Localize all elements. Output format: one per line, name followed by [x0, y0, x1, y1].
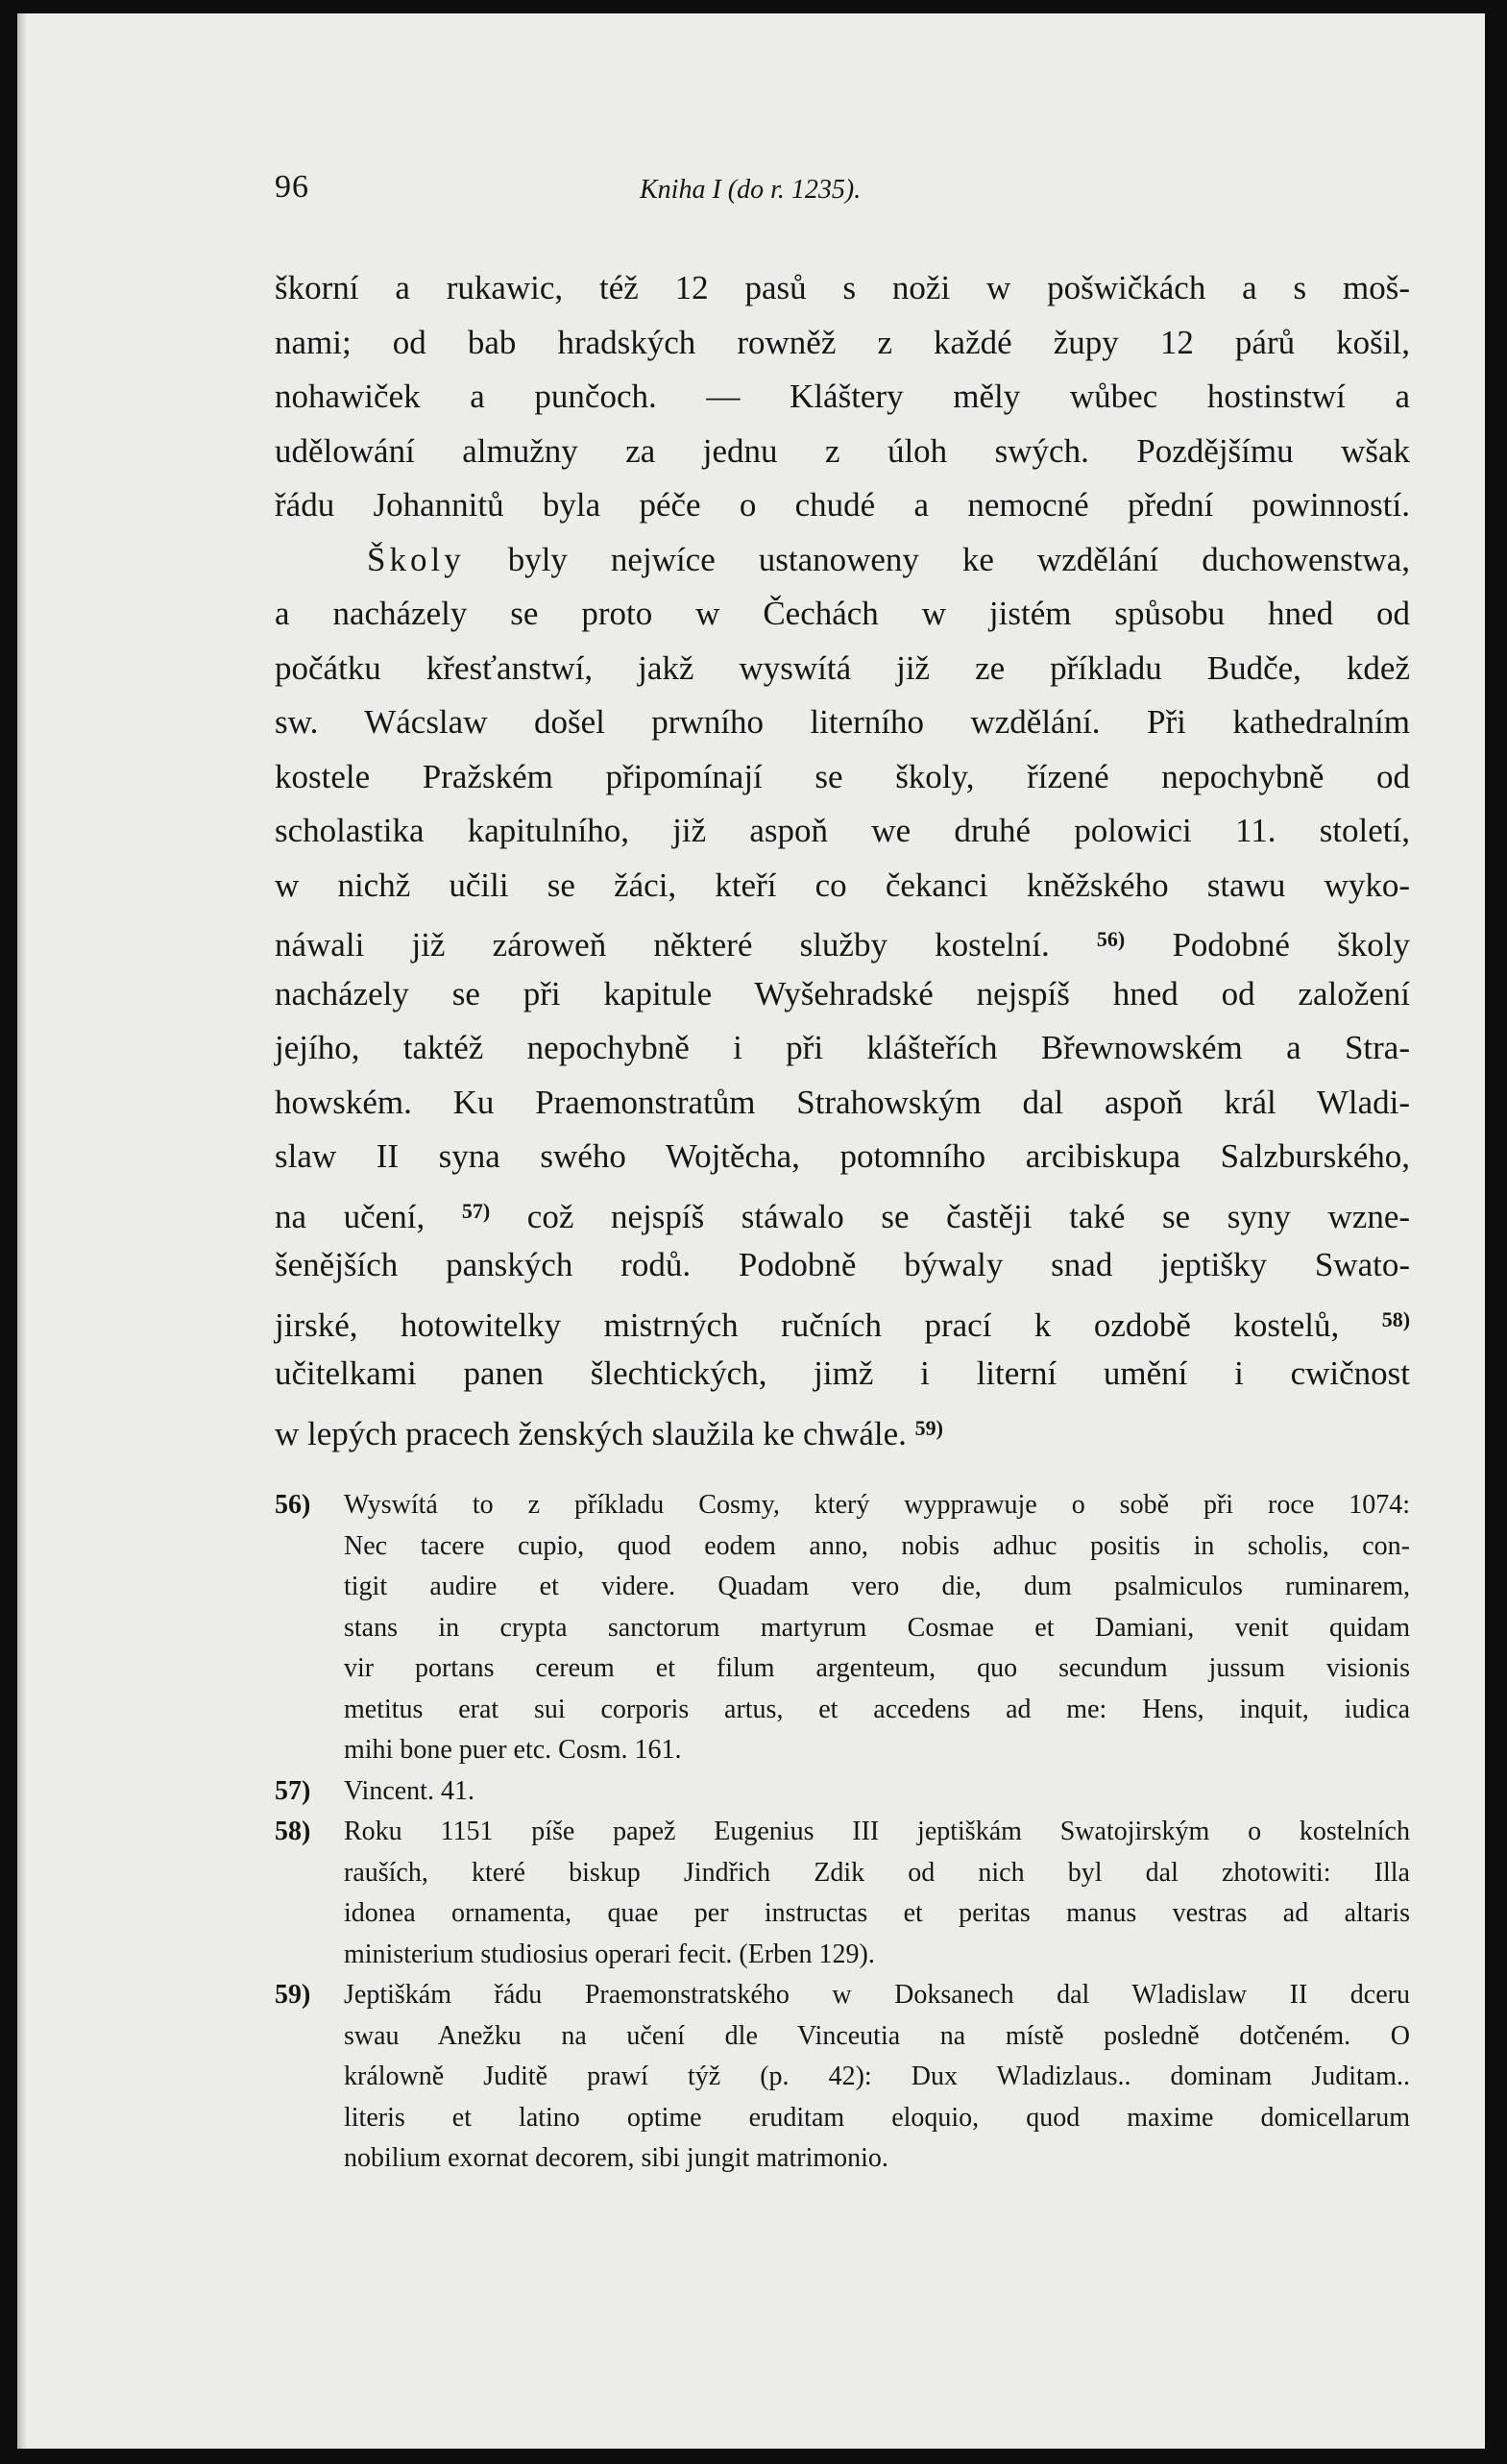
text-line: počátku křesťanstwí, jakž wyswítá již ze příkladu Budče, kdež [275, 648, 1410, 687]
footnote-mark: 56) [275, 1490, 311, 1520]
footnote-ref-59: 59) [914, 1415, 943, 1440]
text-line: učitelkami panen šlechtických, jimž i literní umění i cwičnost [275, 1354, 1410, 1392]
footnote-line [275, 1812, 1410, 1853]
text-segment: což nejspíš stáwalo se častěji také se syny wzne- [526, 1197, 1411, 1235]
footnote-mark: 58) [275, 1817, 311, 1846]
text-line: a nacházely se proto w Čechách w jistém spůsobu hned od [275, 595, 1410, 632]
text-line: nacházely se při kapitule Wyšehradské nejspíš hned od založení [275, 974, 1410, 1012]
footnote-line [275, 1975, 1410, 2016]
text-line: sw. Wácslaw došel prwního literního wzdělání. Při kathedralním [275, 703, 1410, 741]
footnote-mark: 59) [275, 1980, 311, 2010]
footnote-line [275, 1485, 1410, 1526]
text-line: šenějších panských rodů. Podobně býwaly snad jeptišky Swato- [275, 1246, 1410, 1283]
footnote-ref-58: 58) [1381, 1306, 1411, 1331]
footnote-text: Wyswítá to z příkladu Cosmy, který wypprawuje o sobě při roce 1074: [344, 1490, 1410, 1520]
main-text [275, 261, 1410, 1455]
footnote-line: tigit audire et videre. Quadam vero die, dum psalmiculos ruminarem, [344, 1572, 1410, 1601]
text-segment: w lepých pracech ženských slaužila ke chwále. [275, 1414, 907, 1452]
text-line: howském. Ku Praemonstratům Strahowským dal aspoň král Wladi- [275, 1083, 1410, 1121]
spaced-heading-word: Školy [367, 540, 465, 578]
text-segment: na učení, [275, 1197, 425, 1235]
text-line: jejího, taktéž nepochybně i při klášteřích Břewnowském a Stra- [275, 1029, 1410, 1066]
footnote-line: literis et latino optime eruditam eloquio, quod maxime domicellarum [344, 2102, 1410, 2133]
text-line: kostele Pražském připomínají se školy, řízené nepochybně od [275, 757, 1410, 795]
text-line: udělowání almužny za jednu z úloh swých. Pozdějšímu wšak [275, 431, 1410, 470]
text-line [275, 1184, 1410, 1239]
footnote-line: mihi bone puer etc. Cosm. 161. [344, 1735, 682, 1765]
text-line [275, 1402, 1410, 1456]
text-segment: jirské, hotowitelky mistrných ručních prací k ozdobě kostelů, [275, 1305, 1340, 1344]
text-line-paragraph-start: Školy byly nejwíce ustanoweny ke wzdělání duchowenstwa, [367, 540, 1410, 578]
text-line [275, 913, 1410, 967]
footnotes [275, 1485, 1410, 2180]
footnote-text: Vincent. 41. [344, 1775, 474, 1806]
text-line: nohawiček a punčoch. — Kláštery měly wůbec hostinstwí a [275, 378, 1410, 415]
footnote-line: ministerium studiosius operari fecit. (Erben 129). [344, 1939, 875, 1969]
text-line: nami; od bab hradských rowněž z každé župy 12 párů košil, [275, 323, 1410, 361]
footnote-line: vir portans cereum et filum argenteum, quo secundum jussum visionis [344, 1653, 1410, 1683]
footnote-line: králowně Juditě prawí týž (p. 42): Dux Wladizlaus.. dominam Juditam.. [344, 2061, 1410, 2091]
footnote-ref-56: 56) [1096, 927, 1126, 951]
footnote-line: rauších, které biskup Jindřich Zdik od nich byl dal zhotowiti: Illa [344, 1857, 1410, 1888]
footnote-ref-57: 57) [461, 1198, 491, 1223]
footnote-line: stans in crypta sanctorum martyrum Cosmae et Damiani, venit quidam [344, 1612, 1410, 1643]
footnote-line: nobilium exornat decorem, sibi jungit matrimonio. [344, 2143, 888, 2173]
page-number: 96 [275, 169, 309, 205]
text-line: řádu Johannitů byla péče o chudé a nemocné přední powinností. [275, 486, 1410, 524]
text-line: scholastika kapitulního, již aspoň we druhé polowici 11. století, [275, 812, 1410, 849]
text-segment: Podobné školy [1172, 926, 1410, 964]
running-title: Kniha I (do r. 1235). [640, 175, 862, 205]
footnote-line [275, 1771, 1410, 1813]
footnote-text: Jeptiškám řádu Praemonstratského w Doksanech dal Wladislaw II dceru [344, 1980, 1410, 2010]
footnote-text: Roku 1151 píše papež Eugenius III jeptiškám Swatojirským o kostelních [344, 1817, 1410, 1846]
text-line [275, 1293, 1410, 1348]
text-segment: náwali již zároweň některé služby kostelní. [275, 926, 1050, 964]
text-line: škorní a rukawic, též 12 pasů s noži w pošwičkách a s moš- [275, 269, 1410, 306]
page-edge-shadow [17, 13, 27, 2449]
footnote-mark: 57) [275, 1775, 311, 1806]
footnote-line: swau Anežku na učení dle Vinceutia na místě posledně dotčeném. O [344, 2020, 1410, 2051]
footnote-line: Nec tacere cupio, quod eodem anno, nobis adhuc positis in scholis, con- [344, 1530, 1410, 1561]
text-line: slaw II syna swého Wojtěcha, potomního arcibiskupa Salzburského, [275, 1137, 1410, 1175]
book-page [17, 13, 1485, 2449]
page-header [275, 169, 1408, 215]
footnote-line: metitus erat sui corporis artus, et accedens ad me: Hens, inquit, iudica [344, 1694, 1410, 1724]
footnote-line: idonea ornamenta, quae per instructas et peritas manus vestras ad altaris [344, 1898, 1410, 1928]
text-line: w nichž učili se žáci, kteří co čekanci kněžského stawu wyko- [275, 866, 1410, 904]
